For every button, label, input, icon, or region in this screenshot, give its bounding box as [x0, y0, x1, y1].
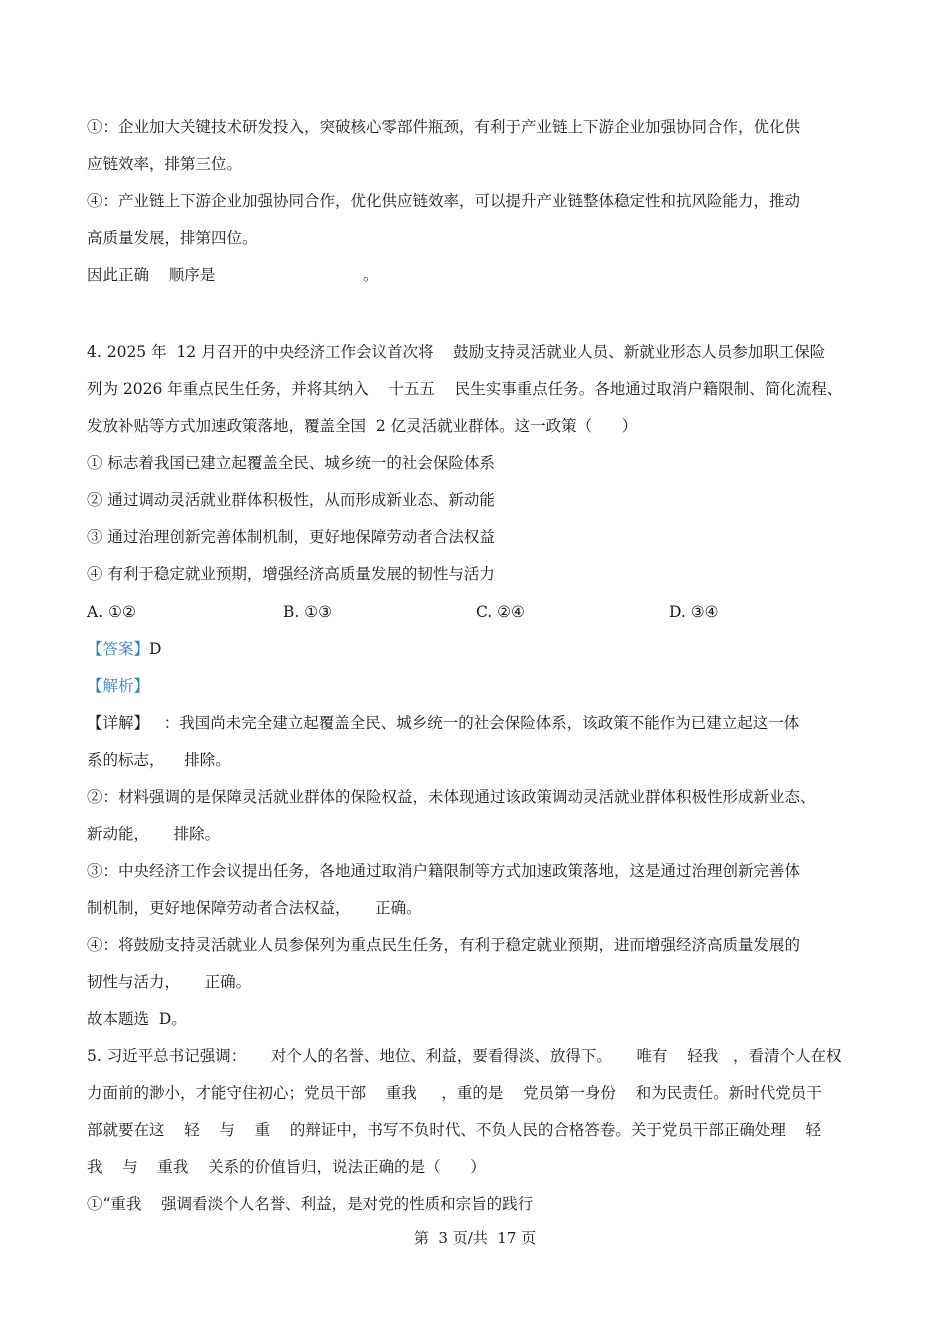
- q4-detail-line: ③：中央经济工作会议提出任务，各地通过取消户籍限制等方式加速政策落地，这是通过治理创新完善体: [87, 862, 801, 880]
- q4-detail-line: ②：材料强调的是保障灵活就业群体的保险权益，未体现通过该政策调动灵活就业群体积极性形成新业态、: [87, 788, 816, 806]
- q4-option-c: C. ②④: [476, 603, 525, 621]
- q4-statement-4: ④ 有利于稳定就业预期，增强经济高质量发展的韧性与活力: [87, 565, 495, 583]
- q4-statement-1: ① 标志着我国已建立起覆盖全民、城乡统一的社会保险体系: [87, 454, 495, 472]
- q5-stem-line: 部就要在这 轻 与 重 的辩证中，书写不负时代、不负人民的合格答卷。关于党员干部正确处理 轻: [87, 1121, 822, 1139]
- q4-detail-line: 新动能， 排除。: [87, 825, 221, 843]
- q4-stem-line: 4. 2025 年 12 月召开的中央经济工作会议首次将 鼓励支持灵活就业人员、新就业形态人员参加职工保险: [87, 343, 826, 361]
- q4-option-a: A. ①②: [87, 603, 136, 621]
- q4-stem-line: 发放补贴等方式加速政策落地，覆盖全国 2 亿灵活就业群体。这一政策（ ）: [87, 417, 638, 435]
- analysis-line: 高质量发展，排第四位。: [87, 229, 258, 247]
- q4-detail-line: 制机制，更好地保障劳动者合法权益， 正确。: [87, 899, 422, 917]
- analysis-tag: 【解析】: [87, 677, 150, 695]
- conclusion-line: 因此正确 顺序是 。: [87, 266, 379, 284]
- q4-detail-line: 【详解】 ：我国尚未完全建立起覆盖全民、城乡统一的社会保险体系，该政策不能作为已建立起这一体: [87, 714, 800, 732]
- q5-stem-line: 我 与 重我 关系的价值旨归，说法正确的是（ ）: [87, 1158, 486, 1176]
- q4-option-b: B. ①③: [283, 603, 333, 621]
- q4-answer: [87, 639, 161, 659]
- q5-stem-line: 5. 习近平总书记强调： 对个人的名誉、地位、利益，要看得淡、放得下。 唯有 轻我 ，看清个人在权: [87, 1047, 842, 1065]
- answer-tag: 【答案】: [87, 640, 150, 658]
- q4-statement-2: ② 通过调动灵活就业群体积极性，从而形成新业态、新动能: [87, 491, 495, 509]
- answer-value: D: [149, 640, 162, 658]
- q4-options: [87, 602, 867, 622]
- page-footer: 第 3 页/共 17 页: [413, 1229, 537, 1247]
- q4-statement-3: ③ 通过治理创新完善体制机制，更好地保障劳动者合法权益: [87, 528, 495, 546]
- q4-detail-line: 系的标志， 排除。: [87, 751, 231, 769]
- q4-detail-line: 韧性与活力， 正确。: [87, 973, 252, 991]
- q4-conclusion: 故本题选 D。: [87, 1010, 187, 1028]
- analysis-line: ①：企业加大关键技术研发投入，突破核心零部件瓶颈，有利于产业链上下游企业加强协同合作，优化供: [87, 118, 801, 136]
- q4-option-d: D. ③④: [669, 603, 719, 621]
- q5-stem-line: 力面前的渺小，才能守住初心；党员干部 重我 ，重的是 党员第一身份 和为民责任。新时代党员干: [87, 1084, 822, 1102]
- analysis-line: 应链效率，排第三位。: [87, 155, 243, 173]
- q4-detail-line: ④：将鼓励支持灵活就业人员参保列为重点民生任务，有利于稳定就业预期，进而增强经济高质量发展的: [87, 936, 801, 954]
- q4-stem-line: 列为 2026 年重点民生任务，并将其纳入 十五五 民生实事重点任务。各地通过取消户籍限制、简化流程、: [87, 380, 843, 398]
- q5-statement-1: ①“重我 强调看淡个人名誉、利益，是对党的性质和宗旨的践行: [87, 1195, 534, 1213]
- analysis-line: ④：产业链上下游企业加强协同合作，优化供应链效率，可以提升产业链整体稳定性和抗风险能力，推动: [87, 192, 801, 210]
